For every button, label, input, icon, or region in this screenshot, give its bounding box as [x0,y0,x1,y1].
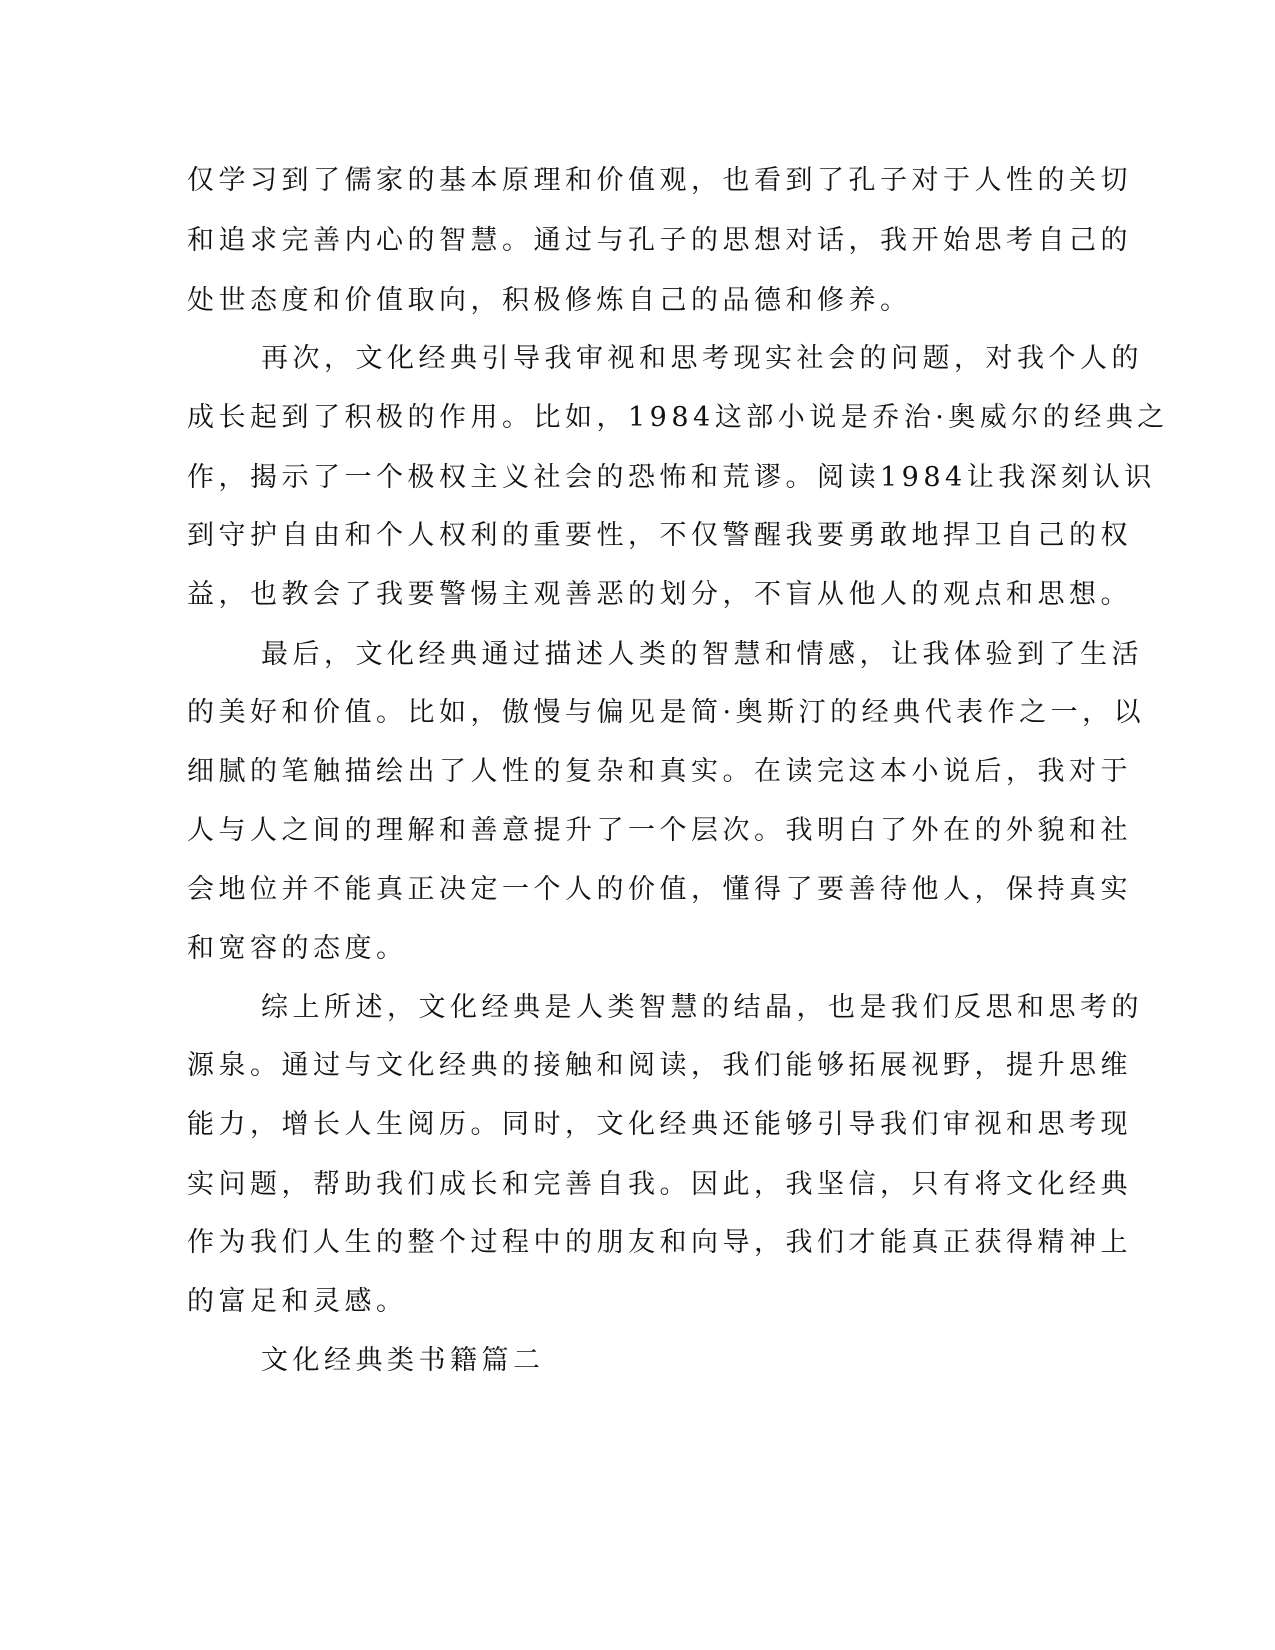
text-line: 成长起到了积极的作用。比如，1984这部小说是乔治·奥威尔的经典之 [187,402,1169,433]
text-line: 作，揭示了一个极权主义社会的恐怖和荒谬。阅读1984让我深刻认识 [187,462,1156,493]
text-line: 会地位并不能真正决定一个人的价值，懂得了要善待他人，保持真实 [187,874,1132,905]
section-heading: 文化经典类书籍篇二 [261,1345,545,1376]
text-line: 人与人之间的理解和善意提升了一个层次。我明白了外在的外貌和社 [187,815,1132,846]
text-line: 到守护自由和个人权利的重要性，不仅警醒我要勇敢地捍卫自己的权 [187,520,1132,551]
text-line: 处世态度和价值取向，积极修炼自己的品德和修养。 [187,285,912,316]
text-line: 的富足和灵感。 [187,1286,408,1317]
text-line: 益，也教会了我要警惕主观善恶的划分，不盲从他人的观点和思想。 [187,579,1132,610]
text-line: 实问题，帮助我们成长和完善自我。因此，我坚信，只有将文化经典 [187,1169,1132,1200]
text-line: 作为我们人生的整个过程中的朋友和向导，我们才能真正获得精神上 [187,1227,1132,1258]
text-line: 的美好和价值。比如，傲慢与偏见是简·奥斯汀的经典代表作之一，以 [187,697,1146,728]
text-line: 和追求完善内心的智慧。通过与孔子的思想对话，我开始思考自己的 [187,225,1132,256]
text-line: 再次，文化经典引导我审视和思考现实社会的问题，对我个人的 [261,343,1143,374]
text-line: 细腻的笔触描绘出了人性的复杂和真实。在读完这本小说后，我对于 [187,756,1132,787]
text-line: 最后，文化经典通过描述人类的智慧和情感，让我体验到了生活 [261,639,1143,670]
text-line: 仅学习到了儒家的基本原理和价值观，也看到了孔子对于人性的关切 [187,165,1132,196]
text-line: 综上所述，文化经典是人类智慧的结晶，也是我们反思和思考的 [261,992,1143,1023]
text-line: 能力，增长人生阅历。同时，文化经典还能够引导我们审视和思考现 [187,1109,1132,1140]
text-line: 源泉。通过与文化经典的接触和阅读，我们能够拓展视野，提升思维 [187,1050,1132,1081]
text-line: 和宽容的态度。 [187,933,408,964]
